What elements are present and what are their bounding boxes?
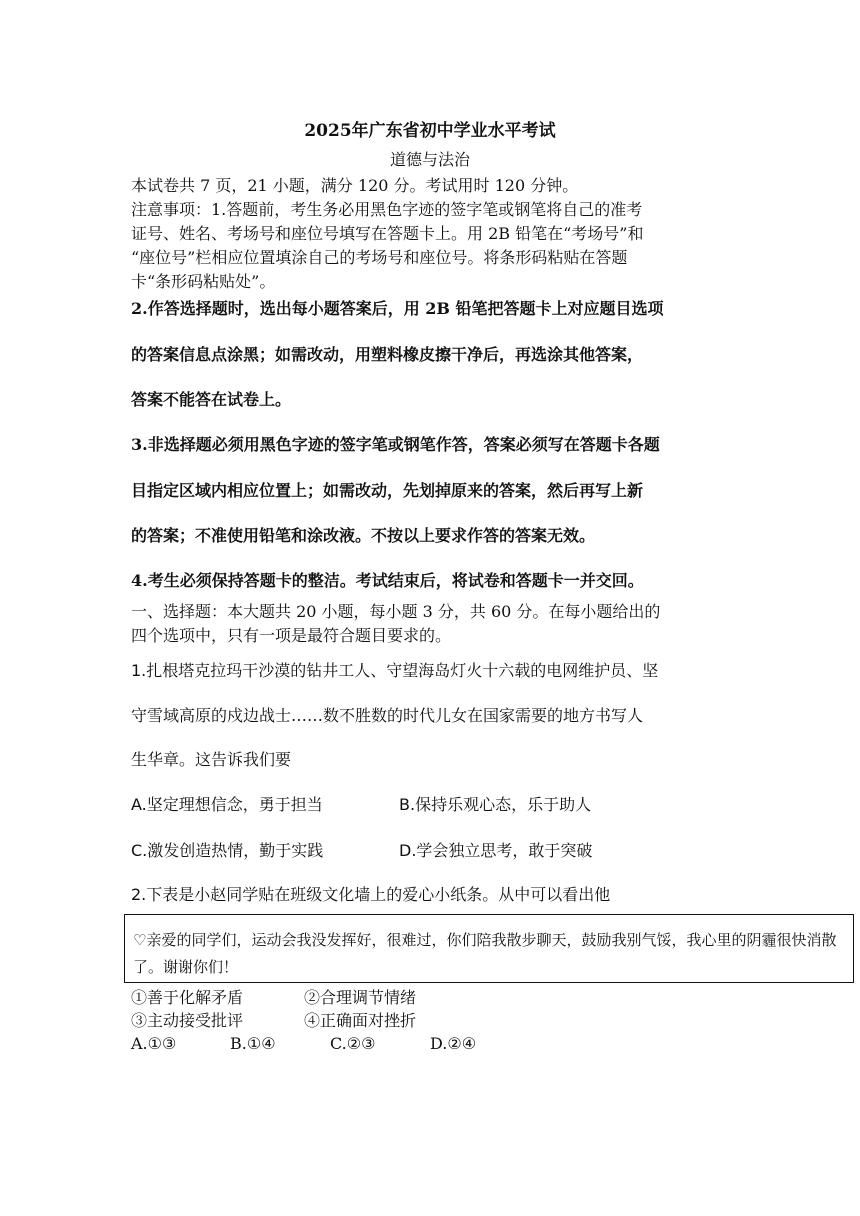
notice-line: 证号、姓名、考场号和座位号填写在答题卡上。用 2B 铅笔在“考场号”和: [131, 224, 644, 243]
q1-stem-line: 守雪域高原的戍边战士……数不胜数的时代儿女在国家需要的地方书写人: [131, 706, 644, 725]
intro-line: 本试卷共 7 页，21 小题，满分 120 分。考试用时 120 分钟。: [131, 176, 579, 195]
q1-option-d: D.学会独立思考，敢于突破: [399, 841, 593, 860]
q2-note-box: ♡亲爱的同学们，运动会我没发挥好，很难过，你们陪我散步聊天，鼓励我别气馁，我心里的阴霾很快消散了。谢谢你们！: [124, 914, 854, 983]
rule-3-line: 的答案；不准使用铅笔和涂改液。不按以上要求作答的答案无效。: [131, 526, 596, 545]
q2-item-1: ①善于化解矛盾: [131, 988, 244, 1007]
q2-item-4: ④正确面对挫折: [304, 1011, 417, 1030]
q1-stem-line: 生华章。这告诉我们要: [131, 750, 292, 769]
exam-subject: 道德与法治: [389, 150, 470, 169]
section-heading: 四个选项中，只有一项是最符合题目要求的。: [131, 626, 452, 645]
rule-2-line: 的答案信息点涂黑；如需改动，用塑料橡皮擦干净后，再选涂其他答案，: [131, 345, 644, 364]
q2-option-b: B.①④: [230, 1034, 276, 1053]
rule-2-line: 2.作答选择题时，选出每小题答案后，用 2B 铅笔把答题卡上对应题目选项: [131, 299, 664, 318]
exam-title: 2025年广东省初中学业水平考试: [304, 121, 556, 141]
q1-option-c: C.激发创造热情，勤于实践: [131, 841, 324, 860]
q1-stem-line: 1.扎根塔克拉玛干沙漠的钻井工人、守望海岛灯火十六载的电网维护员、坚: [131, 661, 659, 680]
rule-2-line: 答案不能答在试卷上。: [131, 390, 292, 409]
rule-3-line: 3.非选择题必须用黑色字迹的签字笔或钢笔作答，答案必须写在答题卡各题: [131, 435, 660, 454]
q2-item-2: ②合理调节情绪: [304, 988, 417, 1007]
rule-3-line: 目指定区域内相应位置上；如需改动，先划掉原来的答案，然后再写上新: [131, 481, 644, 500]
q2-option-d: D.②④: [430, 1034, 477, 1053]
q1-option-a: A.坚定理想信念，勇于担当: [131, 795, 323, 814]
q2-option-a: A.①③: [131, 1034, 177, 1053]
notice-line: “座位号”栏相应位置填涂自己的考场号和座位号。将条形码粘贴在答题: [131, 248, 628, 267]
notice-line: 注意事项：1.答题前，考生务必用黑色字迹的签字笔或钢笔将自己的准考: [131, 200, 643, 219]
rule-4-line: 4.考生必须保持答题卡的整洁。考试结束后，将试卷和答题卡一并交回。: [131, 571, 644, 590]
q2-stem: 2.下表是小赵同学贴在班级文化墙上的爱心小纸条。从中可以看出他: [131, 885, 611, 904]
q1-option-b: B.保持乐观心态，乐于助人: [399, 795, 592, 814]
q2-option-c: C.②③: [330, 1034, 376, 1053]
section-heading: 一、选择题：本大题共 20 小题，每小题 3 分，共 60 分。在每小题给出的: [131, 602, 661, 621]
notice-line: 卡“条形码粘贴处”。: [131, 272, 276, 291]
q2-item-3: ③主动接受批评: [131, 1011, 244, 1030]
